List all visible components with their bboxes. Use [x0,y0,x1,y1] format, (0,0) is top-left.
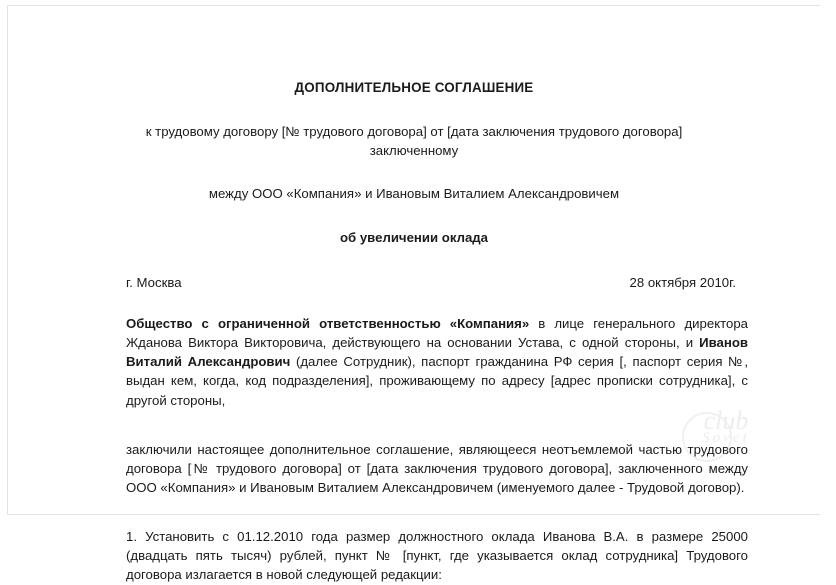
document-subtitle-line2: заключенному [369,142,459,158]
document-subtitle-line1: к трудовому договору [№ трудового договора] от [дата заключения трудового договора] [145,124,683,140]
watermark-line1: club [703,406,749,435]
paragraph-clause-1: 1. Установить с 01.12.2010 года размер должностного оклада Иванова В.А. в размере 25000 (двадцать пять тысяч) рублей, пункт № [пункт, где указывается оклад сотрудника] Трудового договора излагается в новой следующей редакции: [126,529,748,583]
paragraph-parties-text-2: (далее Сотрудник), паспорт гражданина РФ серия [, паспорт серия №, выдан кем, когда, код подразделения], проживающему по адресу [адрес прописки сотрудника], с другой стороны, [126,354,748,408]
document-parties-line: между ООО «Компания» и Ивановым Виталием Александровичем [208,185,620,201]
document-subtitle [8,123,820,160]
paragraph-parties [8,314,820,410]
document-title: ДОПОЛНИТЕЛЬНОЕ СОГЛАШЕНИЕ [294,80,534,95]
document-purpose: об увеличении оклада [339,230,489,246]
document-city: г. Москва [126,274,182,290]
company-name: Общество с ограниченной ответственностью «Компания» [126,315,530,331]
watermark-line2: Sovet [702,430,750,446]
document-page [8,6,820,583]
page-margin-left [0,0,8,520]
page-margin-right [820,0,836,520]
paragraph-agreement: заключили настоящее дополнительное соглашение, являющееся неотъемлемой частью трудового договора [№ трудового договора] от [дата заключения трудового договора], заключенного между ООО «Компания» и Ивановым Виталием Александровичем (именуемого далее - Трудовой договор). [126,441,748,495]
employee-name: Иванов Виталий Александрович [126,335,748,370]
document-body [8,6,820,585]
document-date: 28 октября 2010г. [629,274,736,290]
city-date-row [8,274,820,292]
paragraph-parties-text-1: в лице генерального директора Жданова Виктора Викторовича, действующего на основании Устава, с одной стороны, и [126,315,749,351]
